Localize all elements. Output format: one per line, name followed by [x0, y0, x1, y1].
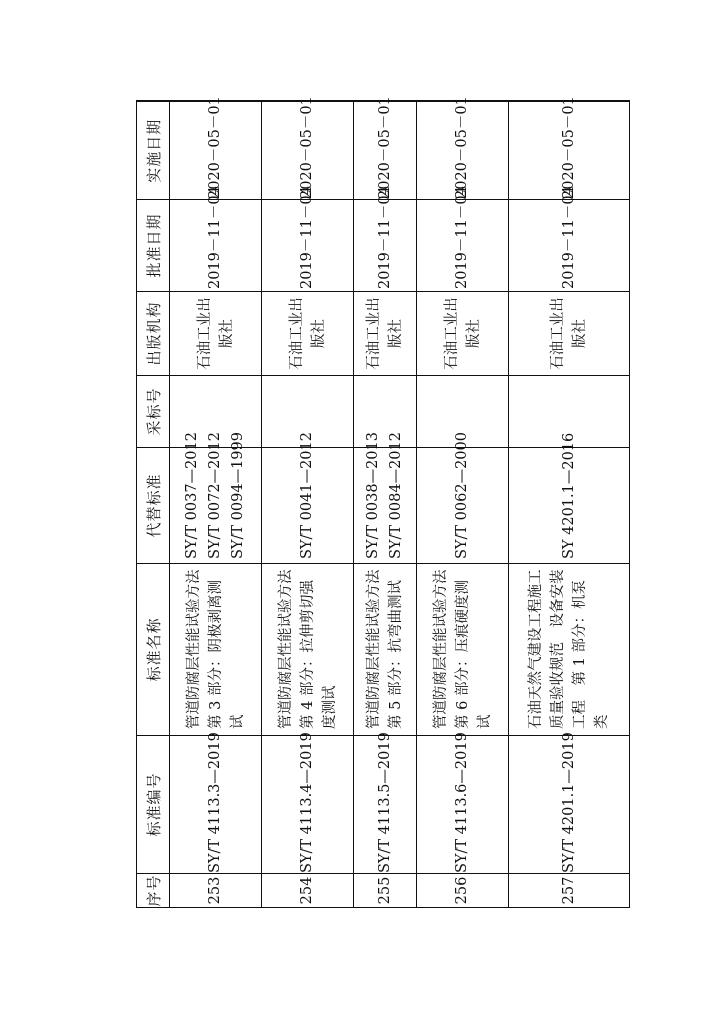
cell-code: SY/T 4113.3—2019 [170, 736, 262, 874]
cell-publisher: 石油工业出版社 [170, 292, 262, 376]
cell-adopted [354, 376, 417, 448]
cell-effective: 2020－05－01 [262, 102, 354, 200]
table-row [354, 102, 417, 908]
header-replaces: 代替标准 [137, 448, 170, 564]
cell-publisher: 石油工业出版社 [509, 292, 630, 376]
cell-code: SY/T 4201.1—2019 [509, 736, 630, 874]
header-code: 标准编号 [137, 736, 170, 874]
table-row [417, 102, 509, 908]
header-approval: 批准日期 [137, 200, 170, 292]
cell-effective: 2020－05－01 [509, 102, 630, 200]
cell-replaces [509, 432, 630, 564]
standards-table [136, 96, 630, 909]
cell-approval: 2019－11－04 [509, 200, 630, 292]
cell-publisher: 石油工业出版社 [354, 292, 417, 376]
replaced-standard: SY/T 0062—2000 [454, 432, 471, 559]
cell-name: 管道防腐层性能试验方法 第 4 部分：拉伸剪切强度测试 [262, 564, 354, 736]
header-publisher: 出版机构 [137, 292, 170, 376]
replaced-standard: SY/T 0038—2013 [365, 432, 382, 559]
header-name: 标准名称 [137, 564, 170, 736]
replaced-standard: SY/T 0037—2012 [184, 432, 200, 559]
cell-replaces [417, 432, 509, 564]
header-adopted: 采标号 [137, 376, 170, 448]
cell-approval: 2019－11－04 [170, 200, 262, 292]
rotated-standards-table [136, 96, 630, 908]
cell-seq: 253 [170, 874, 262, 908]
cell-name: 管道防腐层性能试验方法 第 6 部分：压痕硬度测试 [417, 564, 509, 736]
table-row [509, 102, 630, 908]
replaced-standard: SY 4201.1—2016 [560, 432, 577, 559]
cell-replaces [170, 432, 262, 564]
cell-replaces [262, 432, 354, 564]
table-row [170, 102, 262, 908]
replaced-standard: SY/T 0072—2012 [207, 432, 223, 559]
cell-name: 管道防腐层性能试验方法 第 3 部分：阴极剥离测试 [170, 564, 262, 736]
cell-approval: 2019－11－04 [417, 200, 509, 292]
table-row [262, 102, 354, 908]
cell-approval: 2019－11－04 [354, 200, 417, 292]
cell-seq: 254 [262, 874, 354, 908]
header-row [137, 102, 170, 908]
header-effective: 实施日期 [137, 102, 170, 200]
cell-seq: 255 [354, 874, 417, 908]
cell-name: 管道防腐层性能试验方法 第 5 部分：抗弯曲测试 [354, 564, 417, 736]
cell-effective: 2020－05－01 [417, 102, 509, 200]
replaced-standard: SY/T 0084—2012 [388, 432, 405, 559]
cell-seq: 257 [509, 874, 630, 908]
cell-publisher: 石油工业出版社 [262, 292, 354, 376]
header-seq: 序号 [137, 874, 170, 908]
cell-approval: 2019－11－04 [262, 200, 354, 292]
cell-publisher: 石油工业出版社 [417, 292, 509, 376]
cell-replaces [354, 432, 417, 564]
cell-code: SY/T 4113.6—2019 [417, 736, 509, 874]
cell-effective: 2020－05－01 [354, 102, 417, 200]
cell-code: SY/T 4113.4—2019 [262, 736, 354, 874]
replaced-standard: SY/T 0094—1999 [230, 432, 246, 559]
cell-effective: 2020－05－01 [170, 102, 262, 200]
cell-name: 石油天然气建设工程施工质量验收规范 设备安装工程 第 1 部分：机泵类 [509, 564, 630, 736]
replaced-standard: SY/T 0041—2012 [299, 432, 315, 559]
cell-code: SY/T 4113.5—2019 [354, 736, 417, 874]
cell-seq: 256 [417, 874, 509, 908]
